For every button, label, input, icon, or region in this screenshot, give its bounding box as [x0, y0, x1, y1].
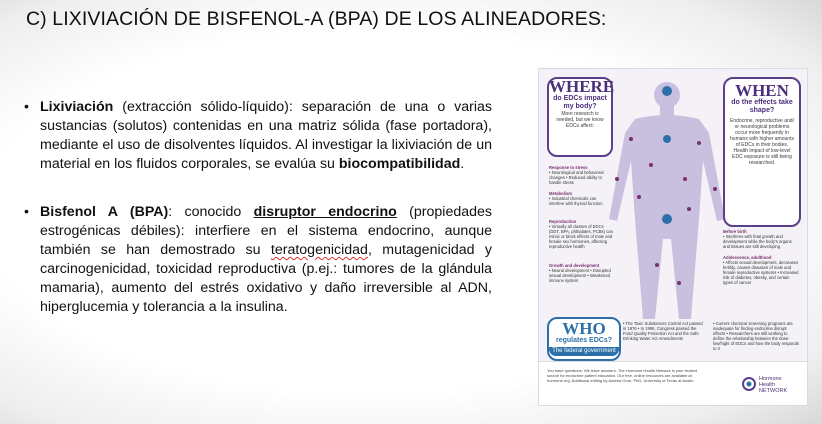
where-box [547, 77, 613, 157]
bullet-text: (propiedades estrogénicas débiles): interfiere en el sistema endocrino, aunque también se han demostrado su [40, 204, 492, 258]
section-heading: Adolescence, adulthood [723, 255, 772, 260]
bullet-text: : conocido [168, 204, 254, 220]
bullet-bpa [24, 203, 492, 317]
section-heading: Metabolism [549, 191, 573, 196]
where-note: More research is needed, but we know EDCs affect: [556, 111, 604, 129]
who-question: regulates EDCs? [555, 337, 613, 344]
logo-mark-icon [741, 376, 757, 392]
when-question: do the effects take shape? [731, 99, 793, 114]
logo-text: Hormone Health NETWORK [759, 376, 788, 394]
who-list-a: • The Toxic Substances Control Act passed in 1976 • In 1996, Congress passed the Food Quality Protection Act and the Safe Drinking Water Act Amendments [623, 321, 703, 341]
section-heading: Before birth [723, 229, 747, 234]
section-stress [549, 165, 611, 185]
who-list-b: • Current chemical screening programs are inadequate for finding endocrine disrupt effects • Researchers are still working to define the relationship between the dose-low/hight of EDCs and how the body responds to it [713, 321, 799, 351]
section-heading: Growth and development [549, 263, 600, 268]
section-text: • Neural development • Disrupted sexual development • Weakened immune system [549, 268, 611, 283]
section-growth [549, 263, 613, 283]
section-text: • Virtually all classes of EDCs (DDT, BPA, phthalates, PCBs) can mimic or block effects of male and female sex hormones, affecting reproductive health [549, 224, 613, 249]
bullet-text: , mutagenicidad y carcinogenicidad, toxicidad reproductiva (p.ej.: tumores de la glándula mamaria), aumento del estrés oxidativo y daño irreversible al ADN, hiperglucemia y tolerancia a la insulina. [40, 242, 492, 315]
section-heading: Reproduction [549, 219, 577, 224]
section-metabolism [549, 191, 611, 206]
when-box [723, 77, 801, 227]
term-lixiviacion: Lixiviación [40, 99, 114, 115]
where-question: do EDCs impact my body? [553, 95, 607, 110]
who-answer: The federal government [549, 347, 619, 356]
slide-title: C) LIXIVIACIÓN DE BISFENOL-A (BPA) DE LOS ALINEADORES: [26, 8, 607, 30]
when-note: Endocrine, reproductive and/ or neurological problems occur more frequently in humans with higher amounts of EDCs in their bodies. Health impact of low-level EDC exposure is still being researched. [730, 118, 794, 166]
section-before-birth [723, 229, 799, 249]
spellcheck-word: teratogenicidad [270, 242, 368, 258]
edc-infographic [538, 68, 808, 406]
who-box [547, 317, 621, 361]
term-biocompatibilidad: biocompatibilidad [338, 156, 461, 172]
infographic-footer [539, 361, 807, 406]
where-heading: WHERE [549, 77, 615, 96]
section-text: • Neurological and behavioral changes • Reduced ability to handle stress [549, 170, 604, 185]
hormone-health-logo [741, 372, 797, 398]
section-text: • Affects sexual development, decreases fertility, causes diseases of male and female reproductive systems • Increased risk of diabetes, obesity, and certain types of cancer [723, 260, 799, 285]
when-heading: WHEN [735, 81, 789, 100]
section-adolescence [723, 255, 799, 285]
bullet-text: (extracción sólido-líquido): separación de una o varias sustancias (solutos) contenidas en una matriz sólida (fase portadora), mediante el uso de disolventes líquidos. Al investigar la lixiviación de un material en los fluidos corporales, se evalúa su [40, 99, 492, 172]
footer-text: You have questions. We have answers. The Hormone Health Network is your trusted source for endocrine patient education. Our free, online resources are available at hormone.org. Additional editing by Andrea Gore, PhD, University of Texas at Austin [547, 368, 698, 383]
bullet-period: . [460, 156, 465, 172]
section-reproduction [549, 219, 613, 249]
term-bpa: Bisfenol A (BPA) [40, 204, 169, 220]
bullet-lixiviacion [24, 98, 492, 174]
section-text: • Interferes with fetal growth and development while the body's organs and tissues are still developing [723, 234, 792, 249]
section-heading: Response to stress [549, 165, 588, 170]
who-heading: WHO [562, 319, 606, 338]
term-disruptor: disruptor endocrino [253, 204, 397, 220]
section-text: • Industrial chemicals can interfere with thyroid function [549, 196, 603, 206]
bullet-list [24, 98, 492, 346]
